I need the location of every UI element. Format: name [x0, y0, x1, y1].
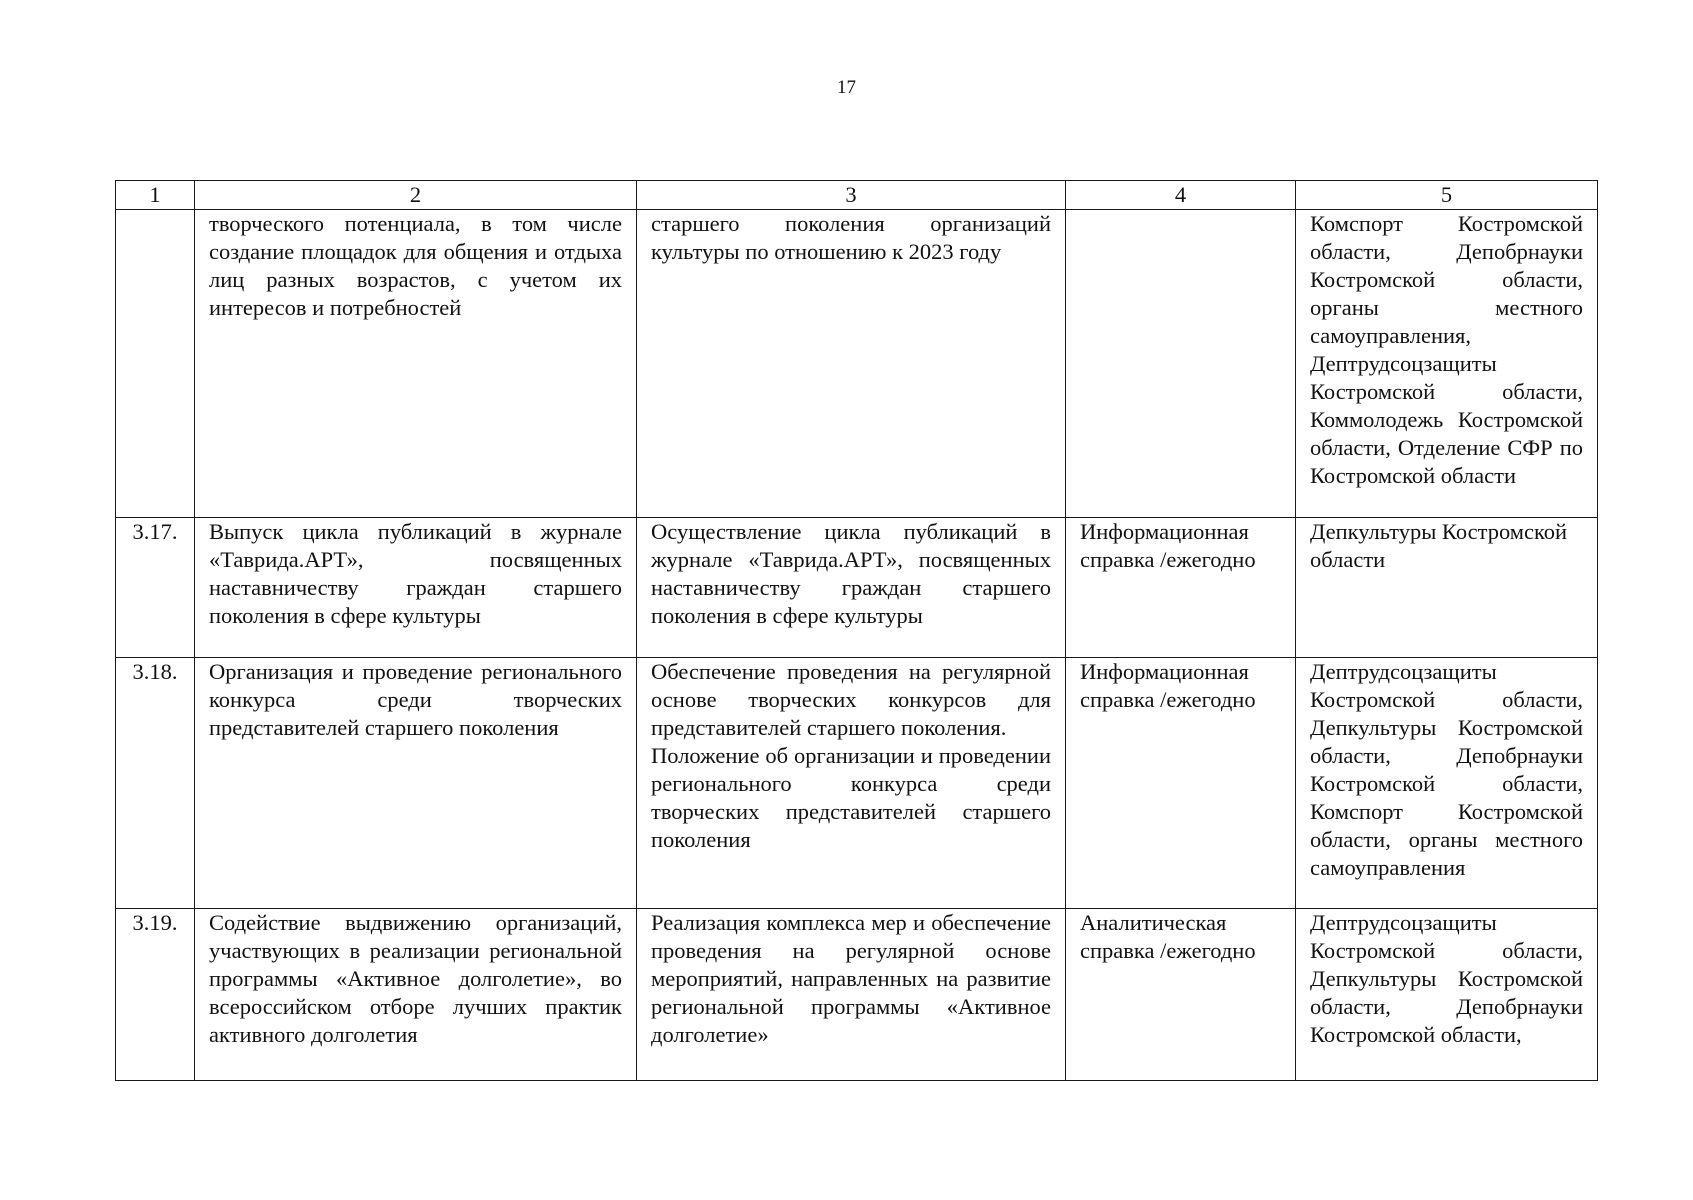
header-cell-2: 2 — [195, 181, 637, 210]
responsible-cell: Депкультуры Костромской области — [1296, 518, 1598, 658]
row-number — [116, 210, 195, 518]
measures-table — [115, 180, 1598, 1081]
header-cell-5: 5 — [1296, 181, 1598, 210]
report-cell: Информационная справка /ежегодно — [1066, 518, 1296, 658]
result-cell — [637, 518, 1066, 658]
row-number: 3.17. — [116, 518, 195, 658]
table-row — [116, 658, 1598, 909]
measure-cell: Содействие выдвижению организаций, участвующих в реализации региональной программы «Активное долголетие», во всероссийском отборе лучших практик активного долголетия — [195, 909, 637, 1081]
header-cell-1: 1 — [116, 181, 195, 210]
row-number: 3.18. — [116, 658, 195, 909]
result-paragraph: Обеспечение проведения на регулярной основе творческих конкурсов для представителей старшего поколения. — [651, 659, 1051, 740]
page-number: 17 — [837, 77, 856, 98]
measure-cell: Организация и проведение регионального конкурса среди творческих представителей старшего поколения — [195, 658, 637, 909]
report-cell: Информационная справка /ежегодно — [1066, 658, 1296, 909]
responsible-cell: Дептрудсоцзащиты Костромской области, Депкультуры Костромской области, Депобрнауки Костромской области, Комспорт Костромской области, органы местного самоуправления — [1296, 658, 1598, 909]
report-cell: Аналитическая справка /ежегодно — [1066, 909, 1296, 1081]
result-cell — [637, 658, 1066, 909]
result-cell — [637, 909, 1066, 1081]
result-paragraph: Реализация комплекса мер и обеспечение проведения на регулярной основе мероприятий, направленных на развитие региональной программы «Активное долголетие» — [651, 910, 1051, 1047]
table-row — [116, 518, 1598, 658]
result-paragraph: Осуществление цикла публикаций в журнале «Таврида.АРТ», посвященных наставничеству граждан старшего поколения в сфере культуры — [651, 519, 1051, 628]
table-row — [116, 909, 1598, 1081]
table-header-row — [116, 181, 1598, 210]
result-paragraph: старшего поколения организаций культуры по отношению к 2023 году — [651, 211, 1051, 264]
responsible-cell: Комспорт Костромской области, Депобрнауки Костромской области, органы местного самоуправления, Дептрудсоцзащиты Костромской области, Коммолодежь Костромской области, Отделение СФР по Костромской области — [1296, 210, 1598, 518]
report-cell — [1066, 210, 1296, 518]
header-cell-3: 3 — [637, 181, 1066, 210]
measure-cell: Выпуск цикла публикаций в журнале «Таврида.АРТ», посвященных наставничеству граждан старшего поколения в сфере культуры — [195, 518, 637, 658]
measure-cell: творческого потенциала, в том числе создание площадок для общения и отдыха лиц разных возрастов, с учетом их интересов и потребностей — [195, 210, 637, 518]
result-paragraph: Положение об организации и проведении регионального конкурса среди творческих представителей старшего поколения — [651, 743, 1051, 852]
row-number: 3.19. — [116, 909, 195, 1081]
header-cell-4: 4 — [1066, 181, 1296, 210]
table-row — [116, 210, 1598, 518]
result-cell — [637, 210, 1066, 518]
responsible-cell: Дептрудсоцзащиты Костромской области, Депкультуры Костромской области, Депобрнауки Костромской области, — [1296, 909, 1598, 1081]
